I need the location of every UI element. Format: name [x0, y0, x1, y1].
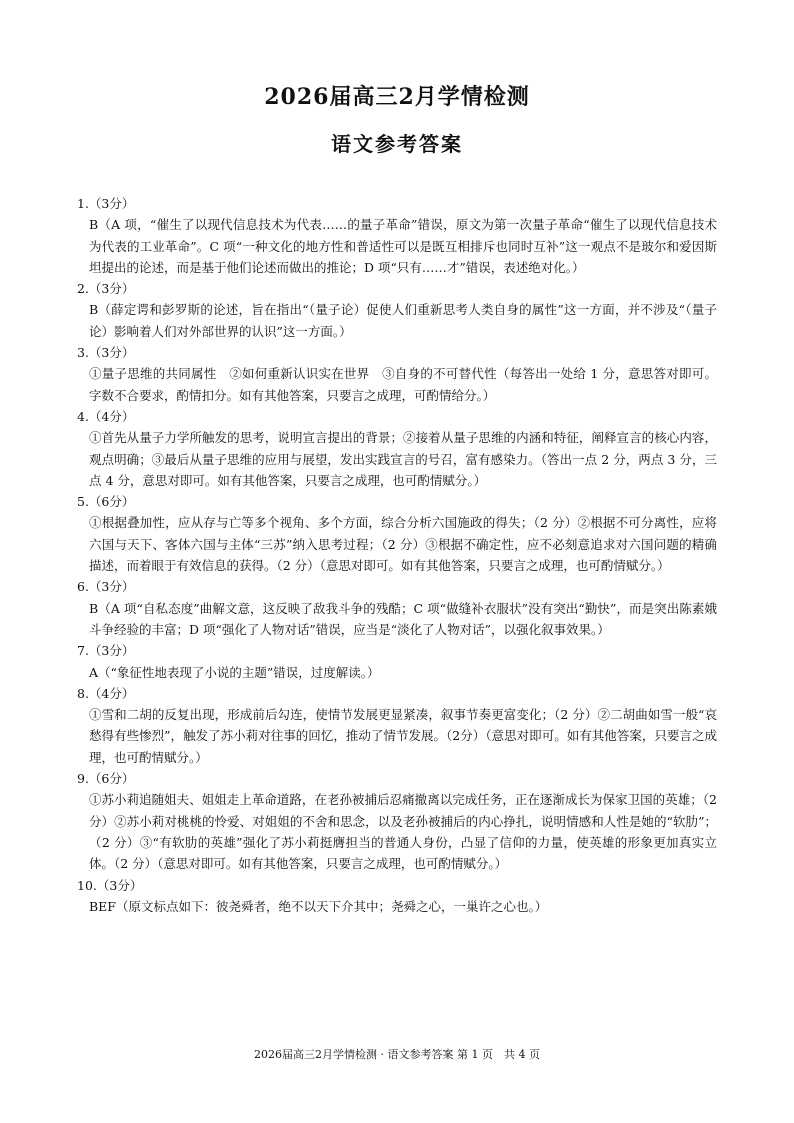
answer-text: A（“象征性地表现了小说的主题”错误，过度解读。）	[89, 664, 380, 680]
answer-item-8	[77, 683, 717, 768]
answer-text: ①首先从量子力学所触发的思考，说明宣言提出的背景；②接着从量子思维的内涵和特征，阐释宣言的核心内容，观点明确；③最后从量子思维的应用与展望，发出实践宣言的号召，富有感染力。（答出一点 2 分，两点 3 分，三点 4 分，意思对即可。如有其他答案，只要言之成理，也可酌情赋分。）	[89, 430, 717, 488]
answer-item-10	[77, 875, 717, 918]
page-footer: 2026届高三2月学情检测 · 语文参考答案 第 1 页 共 4 页	[254, 1048, 540, 1061]
answer-text: B（A 项，“催生了以现代信息技术为代表……的量子革命”错误，原文为第一次量子革命“催生了以现代信息技术为代表的工业革命”。C 项“一种文化的地方性和普适性可以是既互相排斥也同时互补”这一观点不是玻尔和爱因斯坦提出的论述，而是基于他们论述而做出的推论；D 项“只有……才”错误，表述绝对化。）	[89, 217, 717, 275]
answer-text: ①根据叠加性，应从存与亡等多个视角、多个方面，综合分析六国施政的得失；（2 分）②根据不可分离性，应将六国与天下、客体六国与主体“三苏”纳入思考过程；（2 分）③根据不确定性，应不必刻意追求对六国问题的精确描述，而着眼于有效信息的获得。（2 分）（意思对即可。如有其他答案，只要言之成理，也可酌情赋分。）	[89, 515, 717, 574]
answer-item-3	[77, 342, 717, 406]
answer-text: BEF（原文标点如下：彼尧舜者，绝不以天下介其中；尧舜之心，一巢许之心也。）	[89, 898, 548, 914]
answer-text: ①苏小莉追随姐夫、姐姐走上革命道路，在老孙被捕后忍痛撤离以完成任务，正在逐渐成长为保家卫国的英雄；（2 分）②苏小莉对桃桃的怜爱、对姐姐的不舍和思念，以及老孙被捕后的内心挣扎，说明情感和人性是她的“软肋”；（2 分）③“有软肋的英雄”强化了苏小莉挺膺担当的普通人身份，凸显了信仰的力量，使英雄的形象更加真实立体。（2 分）（意思对即可。如有其他答案，只要言之成理，也可酌情赋分。）	[89, 792, 717, 872]
question-number: 4.（4分）	[77, 408, 135, 424]
question-number: 9.（6分）	[77, 771, 135, 787]
answer-item-6	[77, 576, 717, 640]
question-number: 3.（3分）	[77, 345, 135, 361]
answer-item-7	[77, 640, 717, 683]
question-number: 8.（4分）	[77, 685, 135, 701]
answer-item-2	[77, 278, 717, 342]
answer-text: ①雪和二胡的反复出现，形成前后勾连，使情节发展更显紧凑，叙事节奏更富变化；（2 分）②二胡曲如雪一般“哀愁得有些惨烈”，触发了苏小莉对往事的回忆，推动了情节发展。（2分）（意思对即可。如有其他答案，只要言之成理，也可酌情赋分。）	[89, 707, 717, 765]
question-number: 6.（3分）	[77, 579, 135, 595]
question-number: 2.（3分）	[77, 281, 135, 297]
answer-item-1	[77, 193, 717, 278]
answer-item-4	[77, 406, 717, 491]
answer-item-5	[77, 491, 717, 576]
question-number: 1.（3分）	[77, 196, 135, 211]
answer-list	[77, 193, 717, 917]
answer-item-9	[77, 768, 717, 874]
answer-text: ①量子思维的共同属性 ②如何重新认识实在世界 ③自身的不可替代性（每答出一处给 1 分，意思答对即可。字数不合要求，酌情扣分。如有其他答案，只要言之成理，可酌情给分。）	[89, 366, 717, 403]
question-number: 5.（6分）	[77, 494, 135, 510]
answer-text: B（A 项“自私态度”曲解文意，这反映了敌我斗争的残酷；C 项“做缝补衣服状”没有突出“勤快”，而是突出陈素娥斗争经验的丰富；D 项“强化了人物对话”错误，应当是“淡化了人物对话”，以强化叙事效果。）	[89, 600, 717, 637]
page-subtitle: 语文参考答案	[331, 132, 463, 156]
page-title: 2026届高三2月学情检测	[264, 84, 530, 110]
question-number: 7.（3分）	[77, 643, 135, 659]
answer-text: B（薛定谔和彭罗斯的论述，旨在指出“（量子论）促使人们重新思考人类自身的属性”这一方面，并不涉及“（量子论）影响着人们对外部世界的认识”这一方面。）	[89, 302, 717, 339]
question-number: 10.（3分）	[77, 877, 143, 893]
